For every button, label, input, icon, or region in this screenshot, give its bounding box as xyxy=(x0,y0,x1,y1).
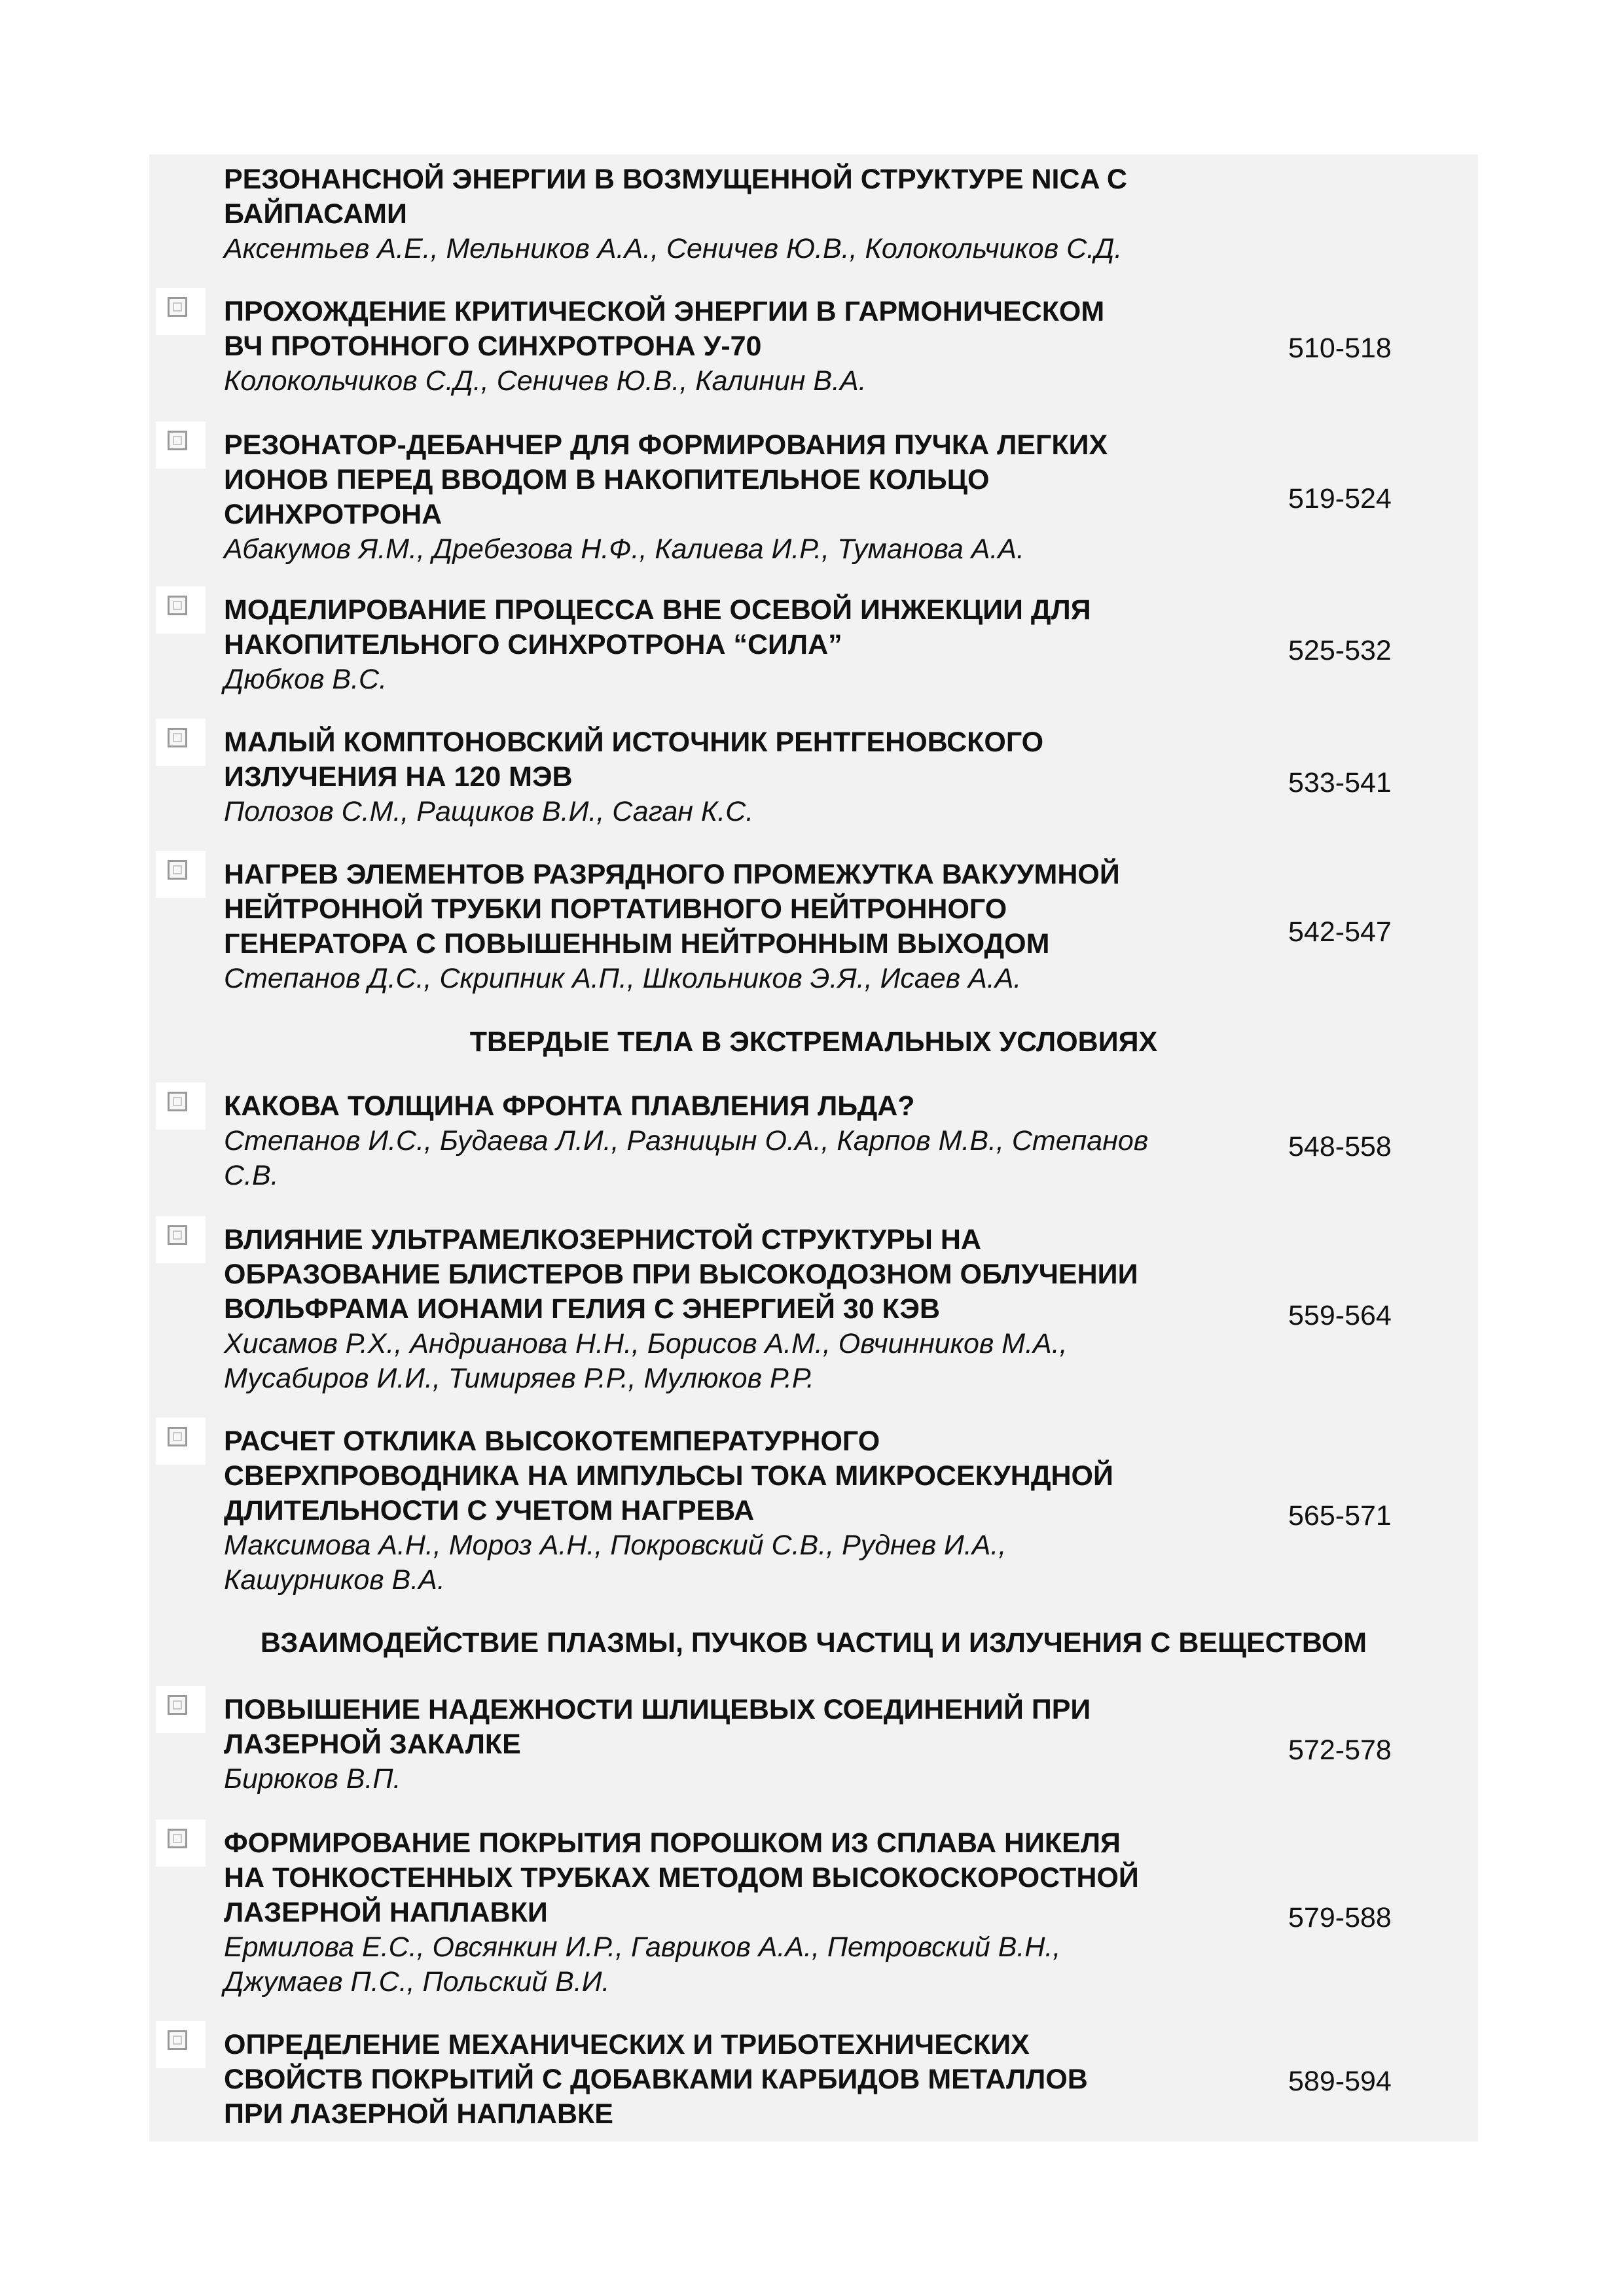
entry-checkbox[interactable] xyxy=(156,2021,206,2068)
checkbox-icon xyxy=(168,1829,187,1848)
entry-title: КАКОВА ТОЛЩИНА ФРОНТА ПЛАВЛЕНИЯ ЛЬДА? xyxy=(224,1090,915,1122)
entry-authors: Хисамов Р.Х., Андрианова Н.Н., Борисов А.М., Овчинников М.А., Мусабиров И.И., Тимиряев Р.Р., Мулюков Р.Р. xyxy=(224,1328,1068,1394)
checkbox-icon xyxy=(168,860,187,880)
entry-pages: 565-571 xyxy=(1288,1500,1392,1532)
entry-pages: 519-524 xyxy=(1288,483,1392,514)
entry-title: ПОВЫШЕНИЕ НАДЕЖНОСТИ ШЛИЦЕВЫХ СОЕДИНЕНИЙ ПРИ ЛАЗЕРНОЙ ЗАКАЛКЕ xyxy=(224,1694,1091,1760)
entry-pages: 533-541 xyxy=(1288,767,1392,798)
entry-title: РЕЗОНАТОР-ДЕБАНЧЕР ДЛЯ ФОРМИРОВАНИЯ ПУЧКА ЛЕГКИХ ИОНОВ ПЕРЕД ВВОДОМ В НАКОПИТЕЛЬНОЕ КОЛЬЦО СИНХРОТРОНА xyxy=(224,429,1108,530)
checkbox-icon xyxy=(168,431,187,450)
entry-checkbox[interactable] xyxy=(156,422,206,469)
toc-panel xyxy=(149,154,1478,2142)
entry-checkbox[interactable] xyxy=(156,1686,206,1733)
entry-title: МАЛЫЙ КОМПТОНОВСКИЙ ИСТОЧНИК РЕНТГЕНОВСКОГО ИЗЛУЧЕНИЯ НА 120 МЭВ xyxy=(224,726,1044,793)
entry-pages: 572-578 xyxy=(1288,1734,1392,1766)
entry-authors: Полозов С.М., Ращиков В.И., Саган К.С. xyxy=(224,796,754,827)
entry-title: РЕЗОНАНСНОЙ ЭНЕРГИИ В ВОЗМУЩЕННОЙ СТРУКТУРЕ NICA С БАЙПАСАМИ xyxy=(224,164,1127,230)
entry-title: РАСЧЕТ ОТКЛИКА ВЫСОКОТЕМПЕРАТУРНОГО СВЕРХПРОВОДНИКА НА ИМПУЛЬСЫ ТОКА МИКРОСЕКУНДНОЙ ДЛИТЕЛЬНОСТИ С УЧЕТОМ НАГРЕВА xyxy=(224,1426,1113,1526)
entry-authors: Аксентьев А.Е., Мельников А.А., Сеничев Ю.В., Колокольчиков С.Д. xyxy=(224,233,1123,264)
entry-title: МОДЕЛИРОВАНИЕ ПРОЦЕССА ВНЕ ОСЕВОЙ ИНЖЕКЦИИ ДЛЯ НАКОПИТЕЛЬНОГО СИНХРОТРОНА “СИЛА” xyxy=(224,594,1091,660)
entry-title: ПРОХОЖДЕНИЕ КРИТИЧЕСКОЙ ЭНЕРГИИ В ГАРМОНИЧЕСКОМ ВЧ ПРОТОННОГО СИНХРОТРОНА У-70 xyxy=(224,296,1105,362)
entry-checkbox[interactable] xyxy=(156,719,206,766)
entry-authors: Степанов И.С., Будаева Л.И., Разницын О.А., Карпов М.В., Степанов С.В. xyxy=(224,1125,1149,1191)
entry-title: НАГРЕВ ЭЛЕМЕНТОВ РАЗРЯДНОГО ПРОМЕЖУТКА ВАКУУМНОЙ НЕЙТРОННОЙ ТРУБКИ ПОРТАТИВНОГО НЕЙТРОННОГО ГЕНЕРАТОРА С ПОВЫШЕННЫМ НЕЙТРОННЫМ ВЫХОДОМ xyxy=(224,859,1120,960)
entry-pages: 525-532 xyxy=(1288,635,1392,666)
entry-title: ВЛИЯНИЕ УЛЬТРАМЕЛКОЗЕРНИСТОЙ СТРУКТУРЫ НА ОБРАЗОВАНИЕ БЛИСТЕРОВ ПРИ ВЫСОКОДОЗНОМ ОБЛУЧЕНИИ ВОЛЬФРАМА ИОНАМИ ГЕЛИЯ С ЭНЕРГИЕЙ 30 КЭВ xyxy=(224,1224,1138,1325)
entry-pages: 510-518 xyxy=(1288,332,1392,364)
entry-authors: Ермилова Е.С., Овсянкин И.Р., Гавриков А.А., Петровский В.Н., Джумаев П.С., Польский В.И. xyxy=(224,1931,1061,1998)
entry-pages: 589-594 xyxy=(1288,2066,1392,2097)
checkbox-icon xyxy=(168,596,187,615)
entry-pages: 548-558 xyxy=(1288,1131,1392,1162)
entry-authors: Дюбков В.С. xyxy=(224,664,388,695)
section-heading: ТВЕРДЫЕ ТЕЛА В ЭКСТРЕМАЛЬНЫХ УСЛОВИЯХ xyxy=(469,1026,1158,1058)
entry-checkbox[interactable] xyxy=(156,851,206,898)
checkbox-icon xyxy=(168,1695,187,1715)
entry-title: ФОРМИРОВАНИЕ ПОКРЫТИЯ ПОРОШКОМ ИЗ СПЛАВА НИКЕЛЯ НА ТОНКОСТЕННЫХ ТРУБКАХ МЕТОДОМ ВЫСОКОСКОРОСТНОЙ ЛАЗЕРНОЙ НАПЛАВКИ xyxy=(224,1827,1139,1928)
entry-pages: 579-588 xyxy=(1288,1902,1392,1933)
entry-title: ОПРЕДЕЛЕНИЕ МЕХАНИЧЕСКИХ И ТРИБОТЕХНИЧЕСКИХ СВОЙСТВ ПОКРЫТИЙ С ДОБАВКАМИ КАРБИДОВ МЕТАЛЛОВ ПРИ ЛАЗЕРНОЙ НАПЛАВКЕ xyxy=(224,2029,1088,2130)
entry-authors: Колокольчиков С.Д., Сеничев Ю.В., Калинин В.А. xyxy=(224,365,867,397)
checkbox-icon xyxy=(168,2030,187,2050)
entry-checkbox[interactable] xyxy=(156,1418,206,1465)
entry-checkbox[interactable] xyxy=(156,288,206,335)
checkbox-icon xyxy=(168,1225,187,1245)
checkbox-icon xyxy=(168,1427,187,1446)
entry-authors: Бирюков В.П. xyxy=(224,1763,401,1795)
entry-checkbox[interactable] xyxy=(156,1820,206,1867)
entry-checkbox[interactable] xyxy=(156,586,206,634)
entry-pages: 559-564 xyxy=(1288,1300,1392,1331)
checkbox-icon xyxy=(168,1092,187,1111)
entry-checkbox[interactable] xyxy=(156,1216,206,1263)
section-heading: ВЗАИМОДЕЙСТВИЕ ПЛАЗМЫ, ПУЧКОВ ЧАСТИЦ И ИЗЛУЧЕНИЯ С ВЕЩЕСТВОМ xyxy=(260,1627,1367,1659)
entry-authors: Абакумов Я.М., Дребезова Н.Ф., Калиева И.Р., Туманова А.А. xyxy=(224,533,1025,565)
checkbox-icon xyxy=(168,728,187,747)
entry-pages: 542-547 xyxy=(1288,916,1392,948)
entry-authors: Степанов Д.С., Скрипник А.П., Школьников Э.Я., Исаев А.А. xyxy=(224,963,1022,994)
entry-checkbox[interactable] xyxy=(156,1083,206,1130)
entry-authors: Максимова А.Н., Мороз А.Н., Покровский С.В., Руднев И.А., Кашурников В.А. xyxy=(224,1530,1007,1596)
checkbox-icon xyxy=(168,297,187,317)
